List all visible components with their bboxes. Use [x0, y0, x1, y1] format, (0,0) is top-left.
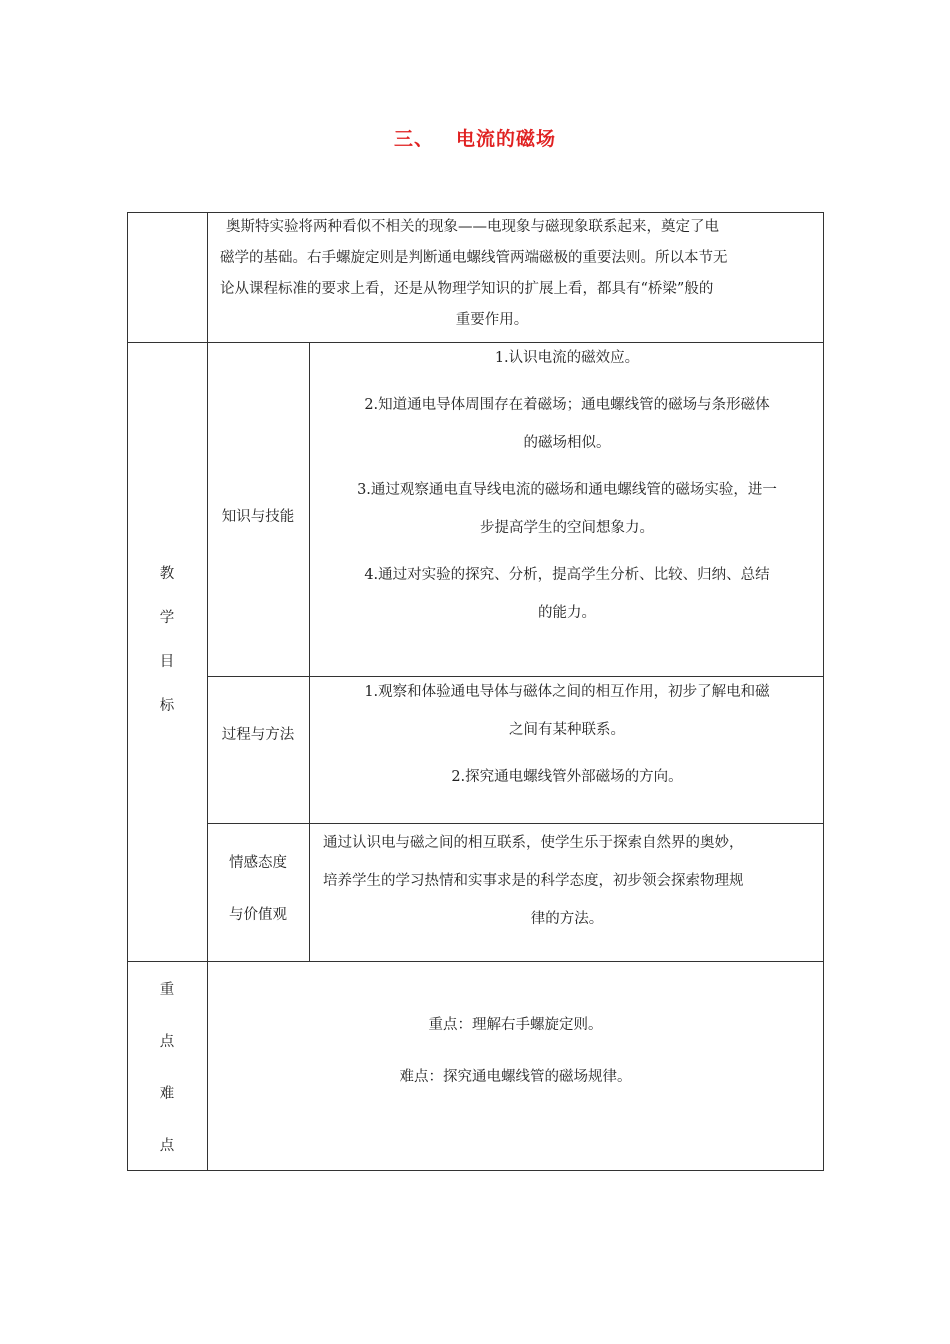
- title-number: 三、: [393, 128, 434, 150]
- key-points-text: [207, 1010, 824, 1092]
- knowledge-item: 步提高学生的空间想象力。: [480, 520, 654, 536]
- process-items: [317, 676, 817, 794]
- knowledge-item: 的磁场相似。: [523, 435, 611, 451]
- knowledge-label: 知识与技能: [221, 509, 295, 525]
- key-points-label: 重 点 难 点: [159, 982, 175, 1154]
- intro-text: [220, 212, 816, 336]
- intro-line: 磁学的基础。右手螺旋定则是判断通电螺线管两端磁极的重要法则。所以本节无: [220, 250, 728, 266]
- objectives-row-divider: [127, 961, 824, 962]
- table-border-bottom: [127, 1170, 824, 1171]
- title-text: 电流的磁场: [456, 128, 557, 150]
- intro-line: 奥斯特实验将两种看似不相关的现象——电现象与磁现象联系起来，奠定了电: [226, 219, 719, 235]
- difficulty-point: 难点：探究通电螺线管的磁场规律。: [399, 1069, 632, 1085]
- focus-point: 重点：理解右手螺旋定则。: [428, 1017, 603, 1033]
- intro-line: 论从课程标准的要求上看，还是从物理学知识的扩展上看，都具有“桥梁”般的: [220, 281, 714, 297]
- process-item: 2.探究通电螺线管外部磁场的方向。: [451, 769, 683, 785]
- attitude-line: 通过认识电与磁之间的相互联系，使学生乐于探索自然界的奥妙，: [323, 835, 744, 851]
- knowledge-item: 3.通过观察通电直导线电流的磁场和通电螺线管的磁场实验，进一: [357, 482, 777, 498]
- subcategory-column-divider: [309, 342, 310, 961]
- attitude-text: [317, 824, 817, 938]
- knowledge-item: 1.认识电流的磁效应。: [494, 350, 640, 366]
- lesson-table: [127, 212, 824, 1171]
- attitude-line: 律的方法。: [530, 911, 604, 927]
- attitude-line: 培养学生的学习热情和实事求是的科学态度，初步领会探索物理规: [323, 873, 744, 889]
- attitude-label: 情感态度 与价值观: [229, 855, 287, 923]
- intro-line: 重要作用。: [455, 312, 529, 328]
- knowledge-item: 4.通过对实验的探究、分析，提高学生分析、比较、归纳、总结: [364, 567, 770, 583]
- process-item: 1.观察和体验通电导体与磁体之间的相互作用，初步了解电和磁: [364, 684, 770, 700]
- process-item: 之间有某种联系。: [509, 722, 625, 738]
- process-label: 过程与方法: [221, 727, 295, 743]
- knowledge-item: 的能力。: [538, 605, 596, 621]
- knowledge-item: 2.知道通电导体周围存在着磁场；通电螺线管的磁场与条形磁体: [364, 397, 770, 413]
- page-title: [0, 124, 950, 151]
- objectives-label: 教 学 目 标: [159, 566, 175, 714]
- knowledge-items: [317, 342, 817, 630]
